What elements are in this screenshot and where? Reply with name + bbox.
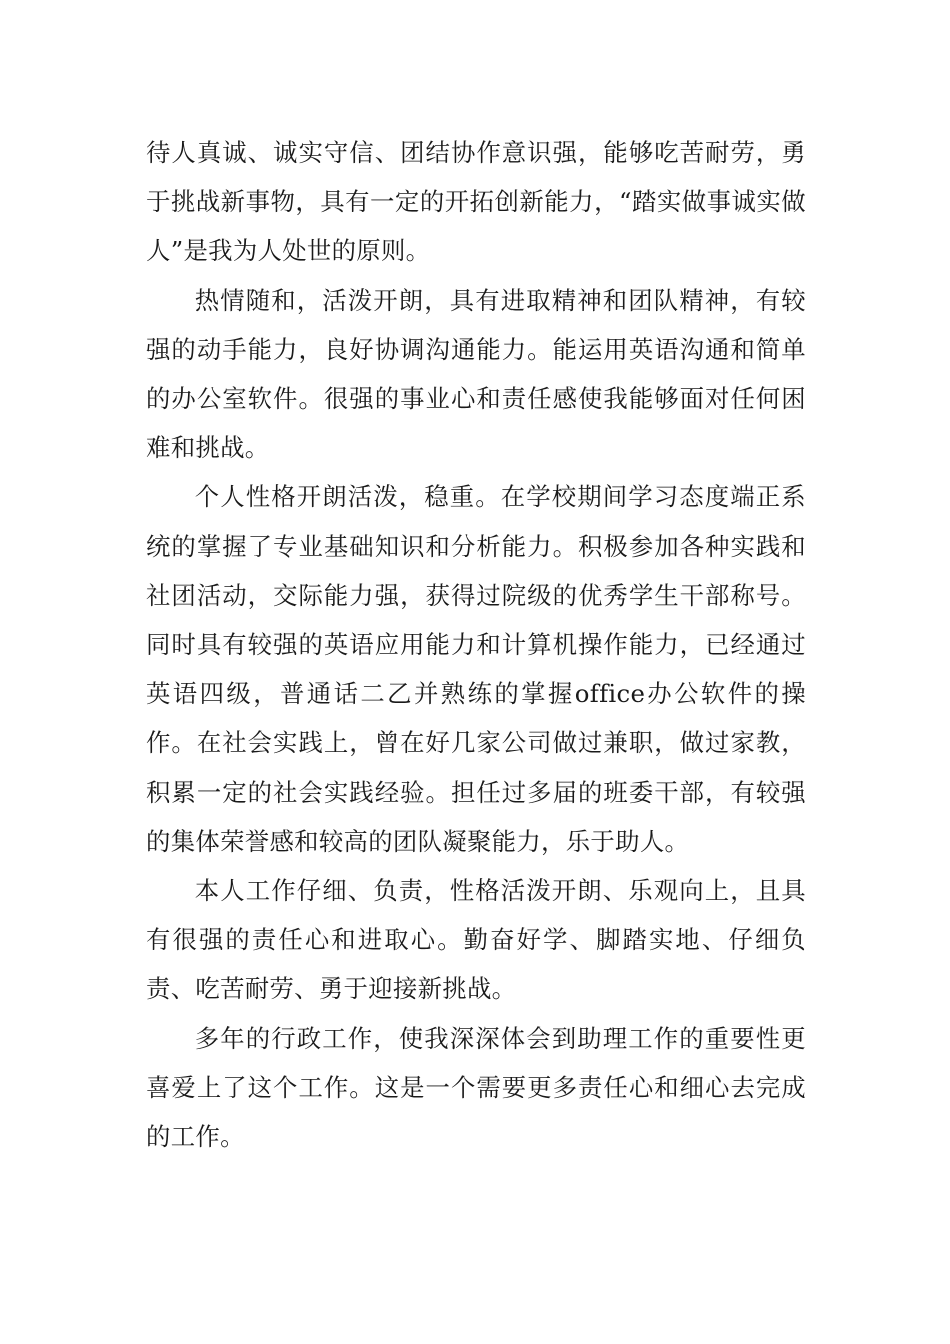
paragraph-1: 待人真诚、诚实守信、团结协作意识强，能够吃苦耐劳，勇于挑战新事物，具有一定的开拓创新能力，“踏实做事诚实做人”是我为人处世的原则。 xyxy=(146,138,806,266)
document-body xyxy=(146,128,806,1161)
paragraph-5: 多年的行政工作，使我深深体会到助理工作的重要性更喜爱上了这个工作。这是一个需要更多责任心和细心去完成的工作。 xyxy=(146,1023,806,1152)
paragraph-3: 个人性格开朗活泼，稳重。在学校期间学习态度端正系统的掌握了专业基础知识和分析能力。积极参加各种实践和社团活动，交际能力强，获得过院级的优秀学生干部称号。同时具有较强的英语应用能力和计算机操作能力，已经通过英语四级，普通话二乙并熟练的掌握office办公软件的操作。在社会实践上，曾在好几家公司做过兼职，做过家教，积累一定的社会实践经验。担任过多届的班委干部，有较强的集体荣誉感和较高的团队凝聚能力，乐于助人。 xyxy=(146,482,806,856)
paragraph-4: 本人工作仔细、负责，性格活泼开朗、乐观向上，且具有很强的责任心和进取心。勤奋好学、脚踏实地、仔细负责、吃苦耐劳、勇于迎接新挑战。 xyxy=(146,876,806,1004)
paragraph-2: 热情随和，活泼开朗，具有进取精神和团队精神，有较强的动手能力，良好协调沟通能力。能运用英语沟通和简单的办公室软件。很强的事业心和责任感使我能够面对任何困难和挑战。 xyxy=(146,285,806,463)
